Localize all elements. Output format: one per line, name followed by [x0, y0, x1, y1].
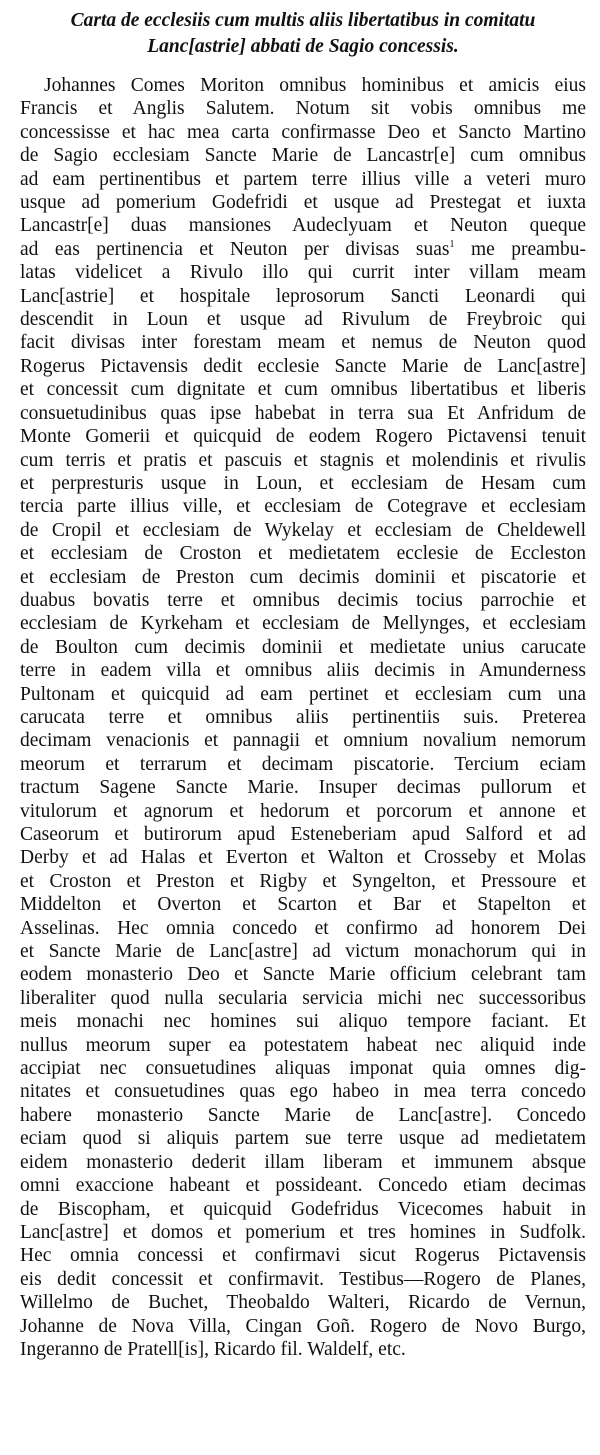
text-line: Pultonam et quicquid ad eam pertinet et ecclesiam cum una: [20, 683, 586, 705]
text-line: ad eam pertinentibus et partem terre illius ville a veteri muro: [20, 168, 586, 190]
text-line: habere monasterio Sancte Marie de Lanc[astre]. Concedo: [20, 1104, 586, 1126]
title-line-2: Lanc[astrie] abbati de Sagio concessis.: [147, 36, 459, 57]
text-line: usque ad pomerium Godefridi et usque ad Prestegat et iuxta: [20, 192, 586, 214]
text-line: Ingeranno de Pratell[is], Ricardo fil. Waldelf, etc.: [20, 1338, 406, 1360]
text-line: liberaliter quod nulla secularia servicia michi nec successoribus: [20, 987, 586, 1009]
footnote-marker: 1: [449, 238, 455, 250]
text-line: ecclesiam de Kyrkeham et ecclesiam de Mellynges, et ecclesiam: [20, 613, 586, 635]
text-line: tractum Sagene Sancte Marie. Insuper decimas pullorum et: [20, 777, 586, 799]
text-line-with-footnote: [20, 238, 586, 261]
text-line: meis monachi nec homines sui aliquo tempore faciant. Et: [20, 1011, 586, 1033]
text-line: decimam venacionis et pannagii et omnium novalium nemorum: [20, 730, 586, 752]
title-line-1: Carta de ecclesiis cum multis aliis libertatibus in comitatu: [70, 10, 536, 31]
text-line: Lanc[astrie] et hospitale leprosorum Sancti Leonardi qui: [20, 285, 586, 307]
text-line: et ecclesiam de Preston cum decimis dominii et piscatorie et: [20, 566, 586, 588]
text-line: Middelton et Overton et Scarton et Bar et Stapelton et: [20, 894, 586, 916]
text-line: Derby et ad Halas et Everton et Walton et Crosseby et Molas: [20, 847, 586, 869]
text-line: de Biscopham, et quicquid Godefridus Vicecomes habuit in: [20, 1198, 586, 1220]
text-line: vitulorum et agnorum et hedorum et porcorum et annone et: [20, 800, 586, 822]
text-line: et ecclesiam de Croston et medietatem ecclesie de Eccleston: [20, 543, 586, 565]
text-line: nullus meorum super ea potestatem habeat nec aliquid inde: [20, 1034, 586, 1056]
text-line: Willelmo de Buchet, Theobaldo Walteri, Ricardo de Vernun,: [20, 1292, 586, 1314]
text-line: et concessit cum dignitate et cum omnibus libertatibus et liberis: [20, 379, 586, 401]
text-line: Monte Gomerii et quicquid de eodem Rogero Pictavensi tenuit: [20, 426, 586, 448]
text-line: duabus bovatis terre et omnibus decimis tocius parrochie et: [20, 589, 586, 611]
text-line: de Boulton cum decimis dominii et medietate unius carucate: [20, 636, 586, 658]
text-line: meorum et terrarum et decimam piscatorie. Tercium eciam: [20, 753, 586, 775]
text-line: Johannes Comes Moriton omnibus hominibus et amicis eius: [44, 75, 586, 96]
text-line: omni exaccione habeant et possideant. Concedo etiam decimas: [20, 1175, 586, 1197]
text-line: et Croston et Preston et Rigby et Syngelton, et Pressoure et: [20, 870, 586, 892]
text-line: eis dedit concessit et confirmavit. Testibus—Rogero de Planes,: [20, 1268, 586, 1290]
text-line: nitates et consuetudines quas ego habeo in mea terra concedo: [20, 1081, 586, 1103]
text-line: Asselinas. Hec omnia concedo et confirmo ad honorem Dei: [20, 917, 586, 939]
charter-body: [20, 74, 586, 1361]
text-line: Rogerus Pictavensis dedit ecclesie Sancte Marie de Lanc[astre]: [20, 355, 586, 377]
text-line: et Sancte Marie de Lanc[astre] ad victum monachorum qui in: [20, 941, 586, 963]
text-line: eciam quod si aliquis partem sue terre usque ad medietatem: [20, 1128, 586, 1150]
text-line: et perpresturis usque in Loun, et ecclesiam de Hesam cum: [20, 472, 586, 494]
text-line: carucata terre et omnibus aliis pertinentiis suis. Preterea: [20, 706, 586, 728]
text-line: concessisse et hac mea carta confirmasse Deo et Sancto Martino: [20, 121, 586, 143]
text-line: Hec omnia concessi et confirmavi sicut Rogerus Pictavensis: [20, 1245, 586, 1267]
text-line: de Sagio ecclesiam Sancte Marie de Lancastr[e] cum omnibus: [20, 145, 586, 167]
text-line: descendit in Loun et usque ad Rivulum de Freybroic qui: [20, 309, 586, 331]
charter-title: [20, 8, 586, 60]
text-line-continuation: me preambu-: [470, 238, 586, 260]
text-line: consuetudinibus quas ipse habebat in terra sua Et Anfridum de: [20, 402, 586, 424]
text-line: Caseorum et butirorum apud Esteneberiam apud Salford et ad: [20, 824, 586, 845]
text-line: Johanne de Nova Villa, Cingan Goñ. Rogero de Novo Burgo,: [20, 1315, 586, 1337]
text-line: eidem monasterio dederit illam liberam et immunem absque: [20, 1151, 586, 1173]
text-line-segment: ad eas pertinencia et Neuton per divisas suas: [20, 238, 450, 260]
text-line: Lanc[astre] et domos et pomerium et tres homines in Sudfolk.: [20, 1221, 586, 1243]
text-line: accipiat nec consuetudines aliquas imponat quia omnes dig-: [20, 1058, 586, 1080]
text-line: facit divisas inter forestam meam et nemus de Neuton quod: [20, 332, 586, 354]
text-line: cum terris et pratis et pascuis et stagnis et molendinis et rivulis: [20, 449, 586, 471]
text-line: eodem monasterio Deo et Sancte Marie officium celebrant tam: [20, 964, 586, 986]
text-line: latas videlicet a Rivulo illo qui currit inter villam meam: [20, 262, 586, 284]
text-line: Francis et Anglis Salutem. Notum sit vobis omnibus me: [20, 98, 586, 120]
text-line: tercia parte illius ville, et ecclesiam de Cotegrave et ecclesiam: [20, 496, 586, 518]
text-line: Lancastr[e] duas mansiones Audeclyuam et Neuton queque: [20, 215, 586, 237]
text-line: terre in eadem villa et omnibus aliis decimis in Amunderness: [20, 660, 586, 682]
text-line: de Cropil et ecclesiam de Wykelay et ecclesiam de Cheldewell: [20, 519, 586, 541]
